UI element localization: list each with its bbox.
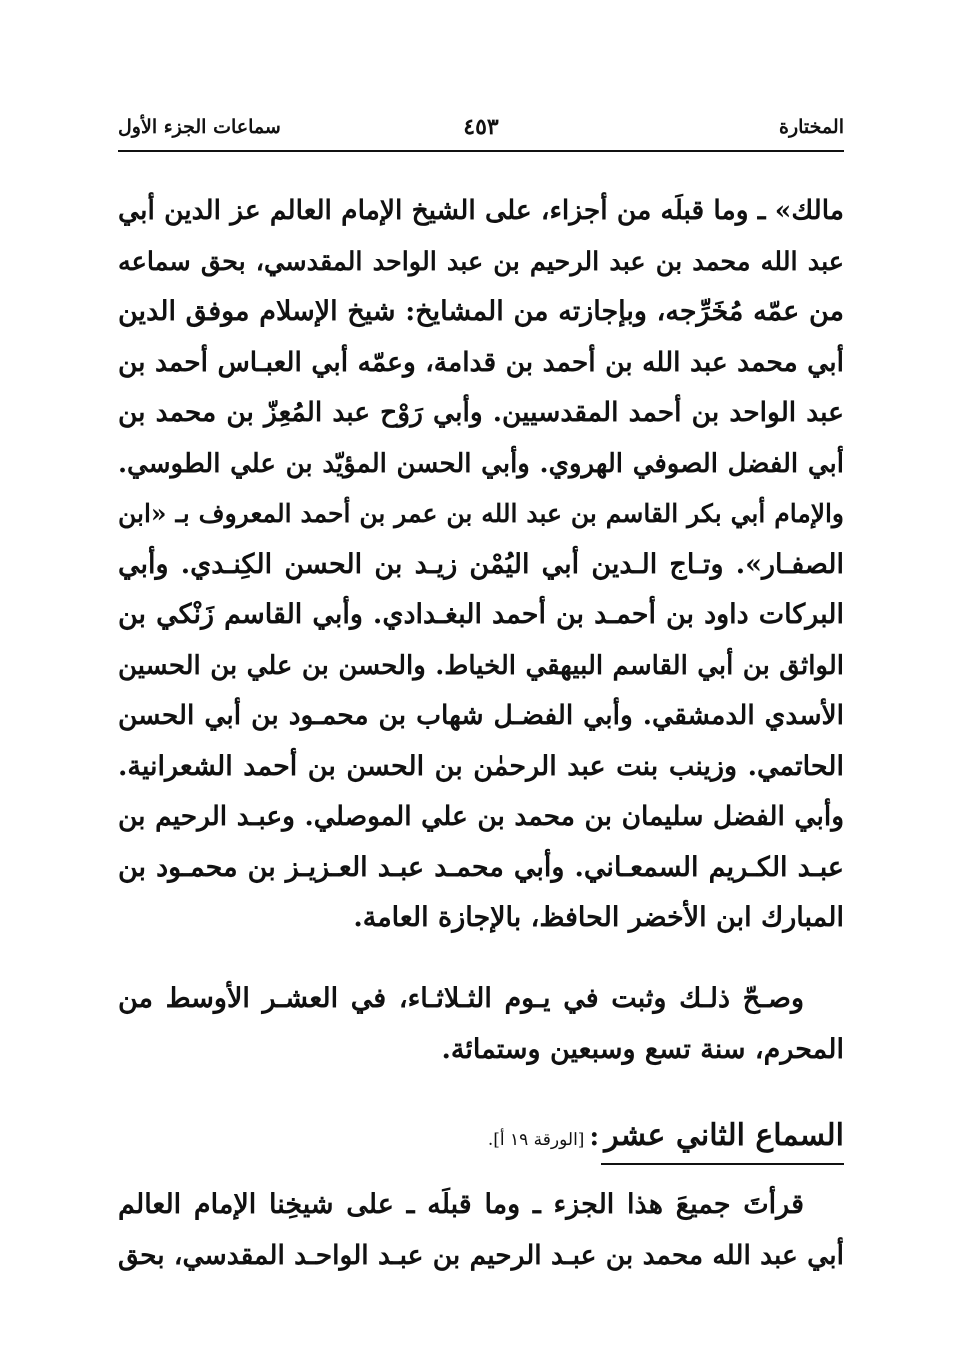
text-line: الأسدي الدمشقي. وأبي الفضـل شهاب بن محمـود بن أبي الحسن [118, 700, 844, 731]
paragraph-2 [118, 974, 844, 1075]
text-line: وصـحّ ذلـك وثبت في يـوم الثـلاثـاء، في العشـر الأوسط من [118, 983, 804, 1014]
text-line: البركات داود بن أحمـد بن أحمد البغـدادي. وأبي القاسم زَنْكي بن [118, 599, 844, 630]
text-line: أبي محمد عبد الله بن أحمد بن قدامة، وعمّه أبي العبـاس أحمد بن [118, 346, 844, 378]
running-header [118, 112, 844, 146]
header-rule [118, 150, 844, 152]
text-line: والإمام أبي بكر القاسم بن عبد الله بن عمر بن أحمد المعروف بـ «ابن [118, 499, 844, 528]
text-line: عبـد الكـريم السمعـاني. وأبي محمـد عبـد العـزيـز بن محمـود بن [118, 851, 844, 883]
section-heading [488, 1118, 844, 1153]
folio-reference: [الورقة ١٩ أ]. [487, 1130, 585, 1150]
heading-title: السماع الثاني عشر [604, 1118, 844, 1153]
heading-colon: : [589, 1122, 600, 1152]
text-line: مالك» ـ وما قبلَه من أجزاء، على الشيخ الإمام العالم عز الدين أبي [118, 195, 844, 226]
text-line: قرأتَ جميعَ هذا الجزء ـ وما قبلَه ـ على شيخِنا الإمام العالم [118, 1189, 804, 1220]
book-title: المختارة [779, 116, 844, 138]
text-line: أبي عبد الله محمد بن عبـد الرحيم بن عبـد الواحـد المقدسي، بحق [118, 1239, 844, 1271]
section-title: سماعات الجزء الأول [118, 116, 281, 138]
text-line: عبد الله محمد بن عبد الرحيم بن عبد الواحد المقدسي، بحق سماعه [118, 246, 844, 277]
text-line: عبد الواحد بن أحمد المقدسيين. وأبي رَوْح عبد المُعِزّ بن محمد بن [118, 397, 844, 428]
text-line: وأبي الفضل سليمان بن محمد بن علي الموصلي. وعبـد الرحيم بن [118, 801, 844, 832]
paragraph-1 [118, 186, 844, 944]
text-line: المحرم، سنة تسع وسبعين وستمائة. [441, 1033, 844, 1065]
paragraph-3 [118, 1180, 844, 1281]
text-line: من عمّه مُخَرِّجه، وبإجازته من المشايخ: شيخ الإسلام موفق الدين [118, 296, 844, 327]
text-line: الحاتمي. وزينب بنت عبد الرحمٰن بن الحسن بن أحمد الشعرانية. [118, 750, 844, 782]
heading-underline [601, 1163, 844, 1165]
text-line: المبارك ابن الأخضر الحافظ، بالإجازة العامة. [353, 902, 844, 933]
page-number: ٤٥٣ [463, 114, 499, 140]
text-line: الصفـار». وتـاج الـدين أبي اليُمْن زيـد بن الحسن الكِنـدي. وأبي [118, 548, 844, 580]
text-line: أبي الفضل الصوفي الهروي. وأبي الحسن المؤيّد بن علي الطوسي. [118, 448, 844, 479]
text-line: الواثق بن أبي القاسم البيهقي الخياط. والحسن بن علي بن الحسين [118, 650, 844, 681]
